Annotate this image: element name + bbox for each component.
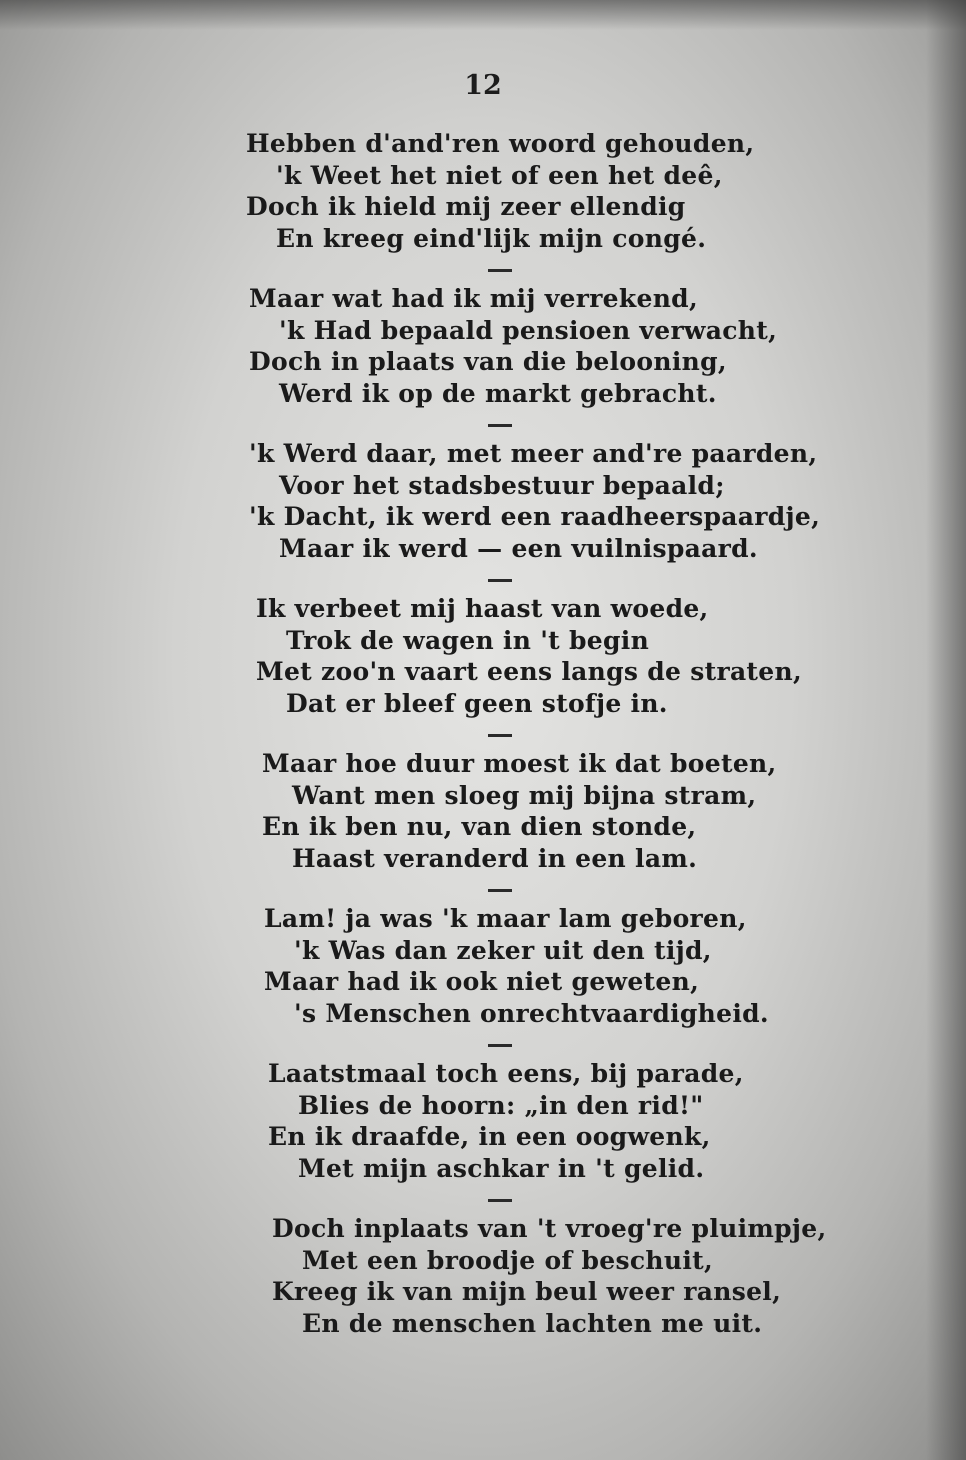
stanza-1 <box>0 128 966 254</box>
stanza-8 <box>26 1213 966 1339</box>
poem-line: Met mijn aschkar in 't gelid. <box>298 1153 705 1183</box>
poem-line: 'k Dacht, ik werd een raadheerspaardje, <box>249 502 821 531</box>
stanza-divider <box>0 1029 966 1058</box>
poem-line: 'k Had bepaald pensioen verwacht, <box>279 315 778 345</box>
stanza-divider <box>0 409 966 438</box>
stanza-4 <box>10 593 966 719</box>
poem-line: Haast veranderd in een lam. <box>292 843 698 873</box>
stanza-divider <box>0 719 966 748</box>
poem-line: Want men sloeg mij bijna stram, <box>292 780 757 810</box>
poem-line: Kreeg ik van mijn beul weer ransel, <box>272 1277 782 1306</box>
poem-line: Maar hoe duur moest ik dat boeten, <box>262 749 777 778</box>
page-top-shadow <box>0 0 966 30</box>
poem-line: Met een broodje of beschuit, <box>302 1245 713 1275</box>
stanza-5 <box>16 748 966 874</box>
stanza-7 <box>22 1058 966 1184</box>
poem-line: 'k Werd daar, met meer and're paarden, <box>249 439 818 468</box>
poem-line: Maar ik werd — een vuilnispaard. <box>279 533 758 563</box>
poem-line: 'k Was dan zeker uit den tijd, <box>294 935 712 965</box>
poem-line: En ik draafde, in een oogwenk, <box>268 1122 711 1151</box>
poem-line: Voor het stadsbestuur bepaald; <box>279 470 725 500</box>
poem-line: Hebben d'and'ren woord gehouden, <box>246 129 755 158</box>
poem-line: Lam! ja was 'k maar lam geboren, <box>264 904 747 933</box>
poem-line: En kreeg eind'lijk mijn congé. <box>276 223 707 253</box>
poem-line: Werd ik op de markt gebracht. <box>279 378 717 408</box>
poem-line: 'k Weet het niet of een het deê, <box>276 160 723 190</box>
poem-line: En de menschen lachten me uit. <box>302 1308 763 1338</box>
poem-line: Maar had ik ook niet geweten, <box>264 967 700 996</box>
poem-line: Laatstmaal toch eens, bij parade, <box>268 1059 744 1088</box>
stanza-3 <box>3 438 966 564</box>
poem-line: Dat er bleef geen stofje in. <box>286 688 668 718</box>
poem-line: Doch in plaats van die belooning, <box>249 347 727 376</box>
poem-line: Maar wat had ik mij verrekend, <box>249 284 698 313</box>
poem-line: Doch inplaats van 't vroeg're pluimpje, <box>272 1214 827 1243</box>
stanza-divider <box>0 1184 966 1213</box>
poem-line: 's Menschen onrechtvaardigheid. <box>294 998 769 1028</box>
stanza-6 <box>18 903 966 1029</box>
page-number: 12 <box>464 70 502 101</box>
stanza-divider <box>0 564 966 593</box>
poem-line: En ik ben nu, van dien stonde, <box>262 812 697 841</box>
stanza-divider <box>0 254 966 283</box>
poem-line: Ik verbeet mij haast van woede, <box>256 594 709 623</box>
poem-line: Trok de wagen in 't begin <box>286 625 650 655</box>
stanza-divider <box>0 874 966 903</box>
poem <box>0 128 966 1339</box>
poem-line: Met zoo'n vaart eens langs de straten, <box>256 657 802 686</box>
poem-line: Blies de hoorn: „in den rid!" <box>298 1090 704 1120</box>
poem-line: Doch ik hield mij zeer ellendig <box>246 192 686 221</box>
stanza-2 <box>3 283 966 409</box>
